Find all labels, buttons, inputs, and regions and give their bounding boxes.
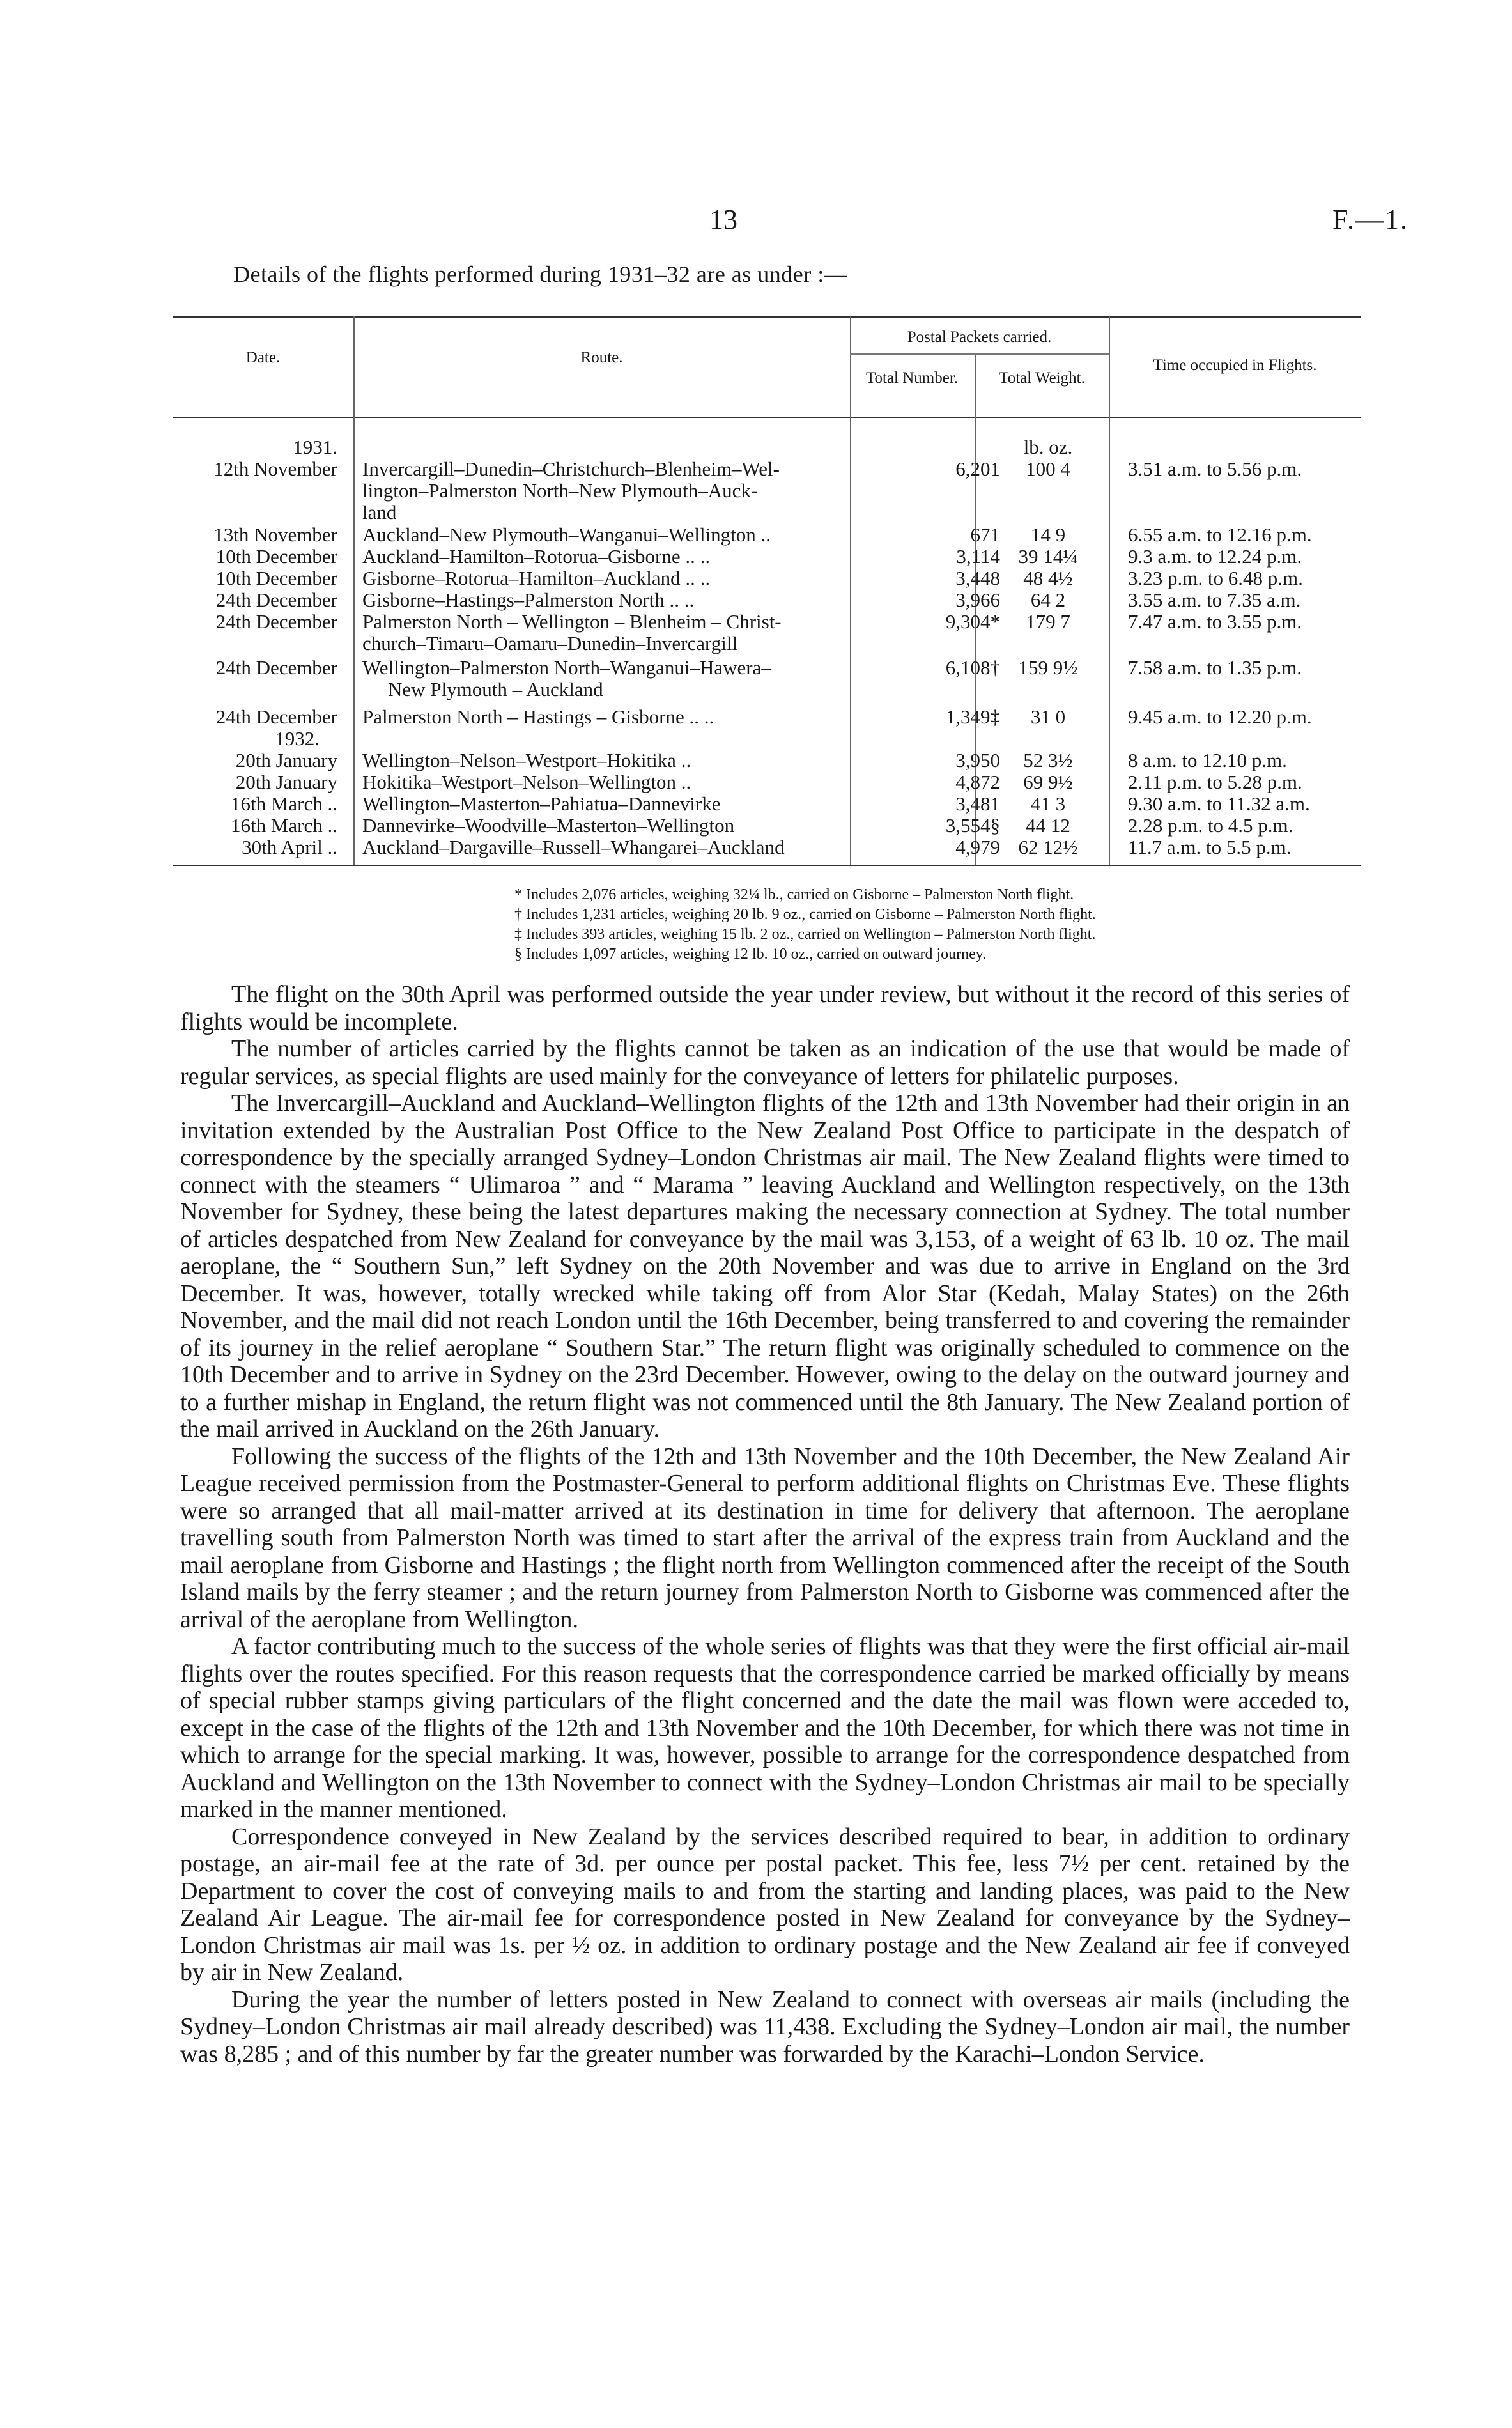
row-total-weight: 52 3½ (1023, 749, 1073, 771)
row-total-weight: 159 9½ (1018, 656, 1078, 679)
route-line: Hokitika–Westport–Nelson–Wellington .. (362, 771, 691, 793)
paragraph: Correspondence conveyed in New Zealand by the services described required to bear, in addition to ordinary postage, an air-mail fee at the rate of 3d. per ounce per postal packet. This fee, less 7½ per cent. retained by the Department to cover the cost of conveying mails to and from the starting and landing places, was paid to the New Zealand Air League. The air-mail fee for correspondence posted in New Zealand for conveyance by the Sydney–London Christmas air mail was 1s. per ½ oz. in addition to ordinary postage and the New Zealand air fee if conveyed by air in New Zealand. (180, 1823, 1350, 1986)
body-text (180, 981, 1350, 2068)
table-header-rule (173, 417, 1361, 418)
route-line: land (362, 501, 397, 523)
route-line: Palmerston North – Wellington – Blenheim – Christ- (362, 610, 782, 633)
route-line: Wellington–Palmerston North–Wanganui–Hawera– (362, 656, 771, 679)
row-date: 16th March .. (230, 793, 337, 815)
page-number: 13 (709, 204, 737, 235)
footnote: * Includes 2,076 articles, weighing 32¼ lb., carried on Gisborne – Palmerston North flight. (514, 886, 1074, 903)
year-label: 1931. (293, 436, 337, 458)
paragraph: The Invercargill–Auckland and Auckland–Wellington flights of the 12th and 13th November had their origin in an invitation extended by the Australian Post Office to the New Zealand Post Office to participate in the despatch of correspondence by the specially arranged Sydney–London Christmas air mail. The New Zealand flights were timed to connect with the steamers “ Ulimaroa ” and “ Marama ” leaving Auckland and Wellington respectively, on the 13th November for Sydney, these being the latest departures making the necessary connection at Sydney. The total number of articles despatched from New Zealand for conveyance by the mail was 3,153, of a weight of 63 lb. 10 oz. The mail aeroplane, the “ Southern Sun,” left Sydney on the 20th November and was due to arrive in England on the 3rd December. It was, however, totally wrecked while taking off from Alor Star (Kedah, Malay States) on the 26th November, and the mail did not reach London until the 16th December, being transferred to and covering the remainder of its journey in the relief aeroplane “ Southern Star.” The return flight was originally scheduled to commence on the 10th December and to arrive in Sydney on the 23rd December. However, owing to the delay on the outward journey and to a further mishap in England, the return flight was not commenced until the 8th January. The New Zealand portion of the mail arrived in Auckland on the 26th January. (180, 1090, 1350, 1442)
row-date: 30th April .. (242, 836, 337, 858)
footnote: † Includes 1,231 articles, weighing 20 lb. 9 oz., carried on Gisborne – Palmerston North flight. (514, 906, 1096, 923)
column-divider (353, 316, 355, 865)
paragraph: A factor contributing much to the success of the whole series of flights was that they were the first official air-mail flights over the routes specified. For this reason requests that the correspondence carried be marked officially by means of special rubber stamps giving particulars of the flight concerned and the date the mail was flown were acceded to, except in the case of the flights of the 12th and 13th November and the 10th December, for which there was not time in which to arrange for the special marking. It was, however, possible to arrange for the correspondence despatched from Auckland and Wellington on the 13th November to connect with the Sydney–London Christmas air mail to be specially marked in the manner mentioned. (180, 1633, 1350, 1823)
row-total-number: 3,481 (955, 793, 1000, 815)
route-line: Auckland–New Plymouth–Wanganui–Wellington .. (362, 523, 771, 546)
row-total-weight: 39 14¼ (1018, 545, 1078, 568)
row-total-number: 4,979 (955, 836, 1000, 858)
row-time: 8 a.m. to 12.10 p.m. (1128, 749, 1287, 771)
route-line: lington–Palmerston North–New Plymouth–Auck- (362, 479, 758, 502)
paragraph: The number of articles carried by the flights cannot be taken as an indication of the use that would be made of regular services, as special flights are used mainly for the conveyance of letters for philatelic purposes. (180, 1035, 1350, 1090)
row-total-weight: 64 2 (1030, 589, 1066, 611)
paragraph: Following the success of the flights of the 12th and 13th November and the 10th December, the New Zealand Air League received permission from the Postmaster-General to perform additional flights on Christmas Eve. These flights were so arranged that all mail-matter arrived at its destination in time for delivery that afternoon. The aeroplane travelling south from Palmerston North was timed to start after the arrival of the express train from Auckland and the mail aeroplane from Gisborne and Hastings ; the flight north from Wellington commenced after the receipt of the South Island mails by the ferry steamer ; and the return journey from Palmerston North to Gisborne was commenced after the arrival of the aeroplane from Wellington. (180, 1442, 1350, 1633)
row-total-number: 3,114 (956, 545, 1000, 568)
route-line: Auckland–Hamilton–Rotorua–Gisborne .. .. (362, 545, 711, 568)
row-total-weight: 14 9 (1030, 523, 1066, 546)
route-line: Gisborne–Hastings–Palmerston North .. .. (362, 589, 695, 611)
row-date: 10th December (215, 567, 337, 589)
row-date: 10th December (215, 545, 337, 568)
header-route: Route. (580, 349, 623, 366)
row-total-number: 9,304* (945, 610, 1000, 633)
paragraph: The flight on the 30th April was performed outside the year under review, but without it the record of this series of flights would be incomplete. (180, 981, 1350, 1035)
paragraph: During the year the number of letters posted in New Zealand to connect with overseas air mails (including the Sydney–London Christmas air mail already described) was 11,438. Excluding the Sydney–London air mail, the number was 8,285 ; and of this number by far the greater number was forwarded by the Karachi–London Service. (180, 1986, 1350, 2068)
header-postal-packets: Postal Packets carried. (907, 329, 1052, 346)
route-line: Dannevirke–Woodville–Masterton–Wellington (362, 814, 735, 837)
row-total-number: 671 (970, 523, 1000, 546)
row-total-number: 6,201 (955, 458, 1000, 480)
row-total-weight: 31 0 (1030, 706, 1066, 728)
row-time: 3.23 p.m. to 6.48 p.m. (1128, 567, 1303, 589)
row-time: 3.55 a.m. to 7.35 a.m. (1128, 589, 1301, 611)
row-total-weight: 44 12 (1026, 814, 1070, 837)
header-total-number: Total Number. (865, 369, 959, 387)
row-total-weight: 48 4½ (1023, 567, 1073, 589)
row-total-number: 6,108† (945, 656, 1000, 679)
table-intro: Details of the flights performed during 1931–32 are as under :— (233, 261, 848, 287)
row-total-number: 4,872 (955, 771, 1000, 793)
row-total-weight: 62 12½ (1018, 836, 1078, 858)
row-total-weight: 100 4 (1026, 458, 1070, 480)
row-total-number: 1,349‡ (945, 706, 1000, 728)
route-line: New Plymouth – Auckland (388, 678, 603, 700)
row-time: 11.7 a.m. to 5.5 p.m. (1128, 836, 1292, 858)
row-date: 24th December (215, 706, 337, 728)
route-line: Wellington–Nelson–Westport–Hokitika .. (362, 749, 691, 771)
row-time: 9.30 a.m. to 11.32 a.m. (1128, 793, 1310, 815)
route-line: Wellington–Masterton–Pahiatua–Dannevirke (362, 793, 721, 815)
row-time: 7.58 a.m. to 1.35 p.m. (1128, 656, 1302, 679)
header-time-occupied: Time occupied in Flights. (1153, 357, 1317, 374)
row-total-number: 3,950 (955, 749, 1000, 771)
row-total-weight: 69 9½ (1023, 771, 1073, 793)
row-date: 20th January (235, 771, 337, 793)
year-label: 1932. (275, 727, 320, 750)
row-date: 24th December (215, 589, 337, 611)
document-reference: F.—1. (1332, 204, 1408, 235)
row-date: 24th December (215, 656, 337, 679)
header-total-weight: Total Weight. (999, 369, 1085, 387)
row-total-number: 3,966 (955, 589, 1000, 611)
row-time: 2.11 p.m. to 5.28 p.m. (1128, 771, 1302, 793)
footnote: ‡ Includes 393 articles, weighing 15 lb. 2 oz., carried on Wellington – Palmerston North flight. (514, 926, 1096, 943)
row-date: 16th March .. (230, 814, 337, 837)
row-total-number: 3,554§ (945, 814, 1000, 837)
row-date: 24th December (215, 610, 337, 633)
row-date: 12th November (213, 458, 337, 480)
row-time: 3.51 a.m. to 5.56 p.m. (1128, 458, 1302, 480)
route-line: church–Timaru–Oamaru–Dunedin–Invercargill (362, 632, 738, 654)
row-time: 7.47 a.m. to 3.55 p.m. (1128, 610, 1302, 633)
row-date: 20th January (235, 749, 337, 771)
row-time: 9.45 a.m. to 12.20 p.m. (1128, 706, 1312, 728)
route-line: Gisborne–Rotorua–Hamilton–Auckland .. .. (362, 567, 711, 589)
row-total-number: 3,448 (955, 567, 1000, 589)
weight-units: lb. oz. (1023, 436, 1073, 458)
row-total-weight: 179 7 (1026, 610, 1070, 633)
postal-subrule (850, 353, 1109, 355)
row-time: 2.28 p.m. to 4.5 p.m. (1128, 814, 1293, 837)
table-top-rule (173, 316, 1361, 318)
route-line: Auckland–Dargaville–Russell–Whangarei–Auckland (362, 836, 785, 858)
header-date: Date. (245, 349, 281, 366)
route-line: Palmerston North – Hastings – Gisborne .. .. (362, 706, 714, 728)
table-footnotes (514, 885, 1096, 964)
column-divider (1109, 316, 1110, 865)
footnote: § Includes 1,097 articles, weighing 12 lb. 10 oz., carried on outward journey. (514, 946, 987, 963)
row-time: 6.55 a.m. to 12.16 p.m. (1128, 523, 1312, 546)
route-line: Invercargill–Dunedin–Christchurch–Blenheim–Wel- (362, 458, 780, 480)
row-date: 13th November (213, 523, 337, 546)
table-bottom-rule (173, 865, 1361, 866)
row-total-weight: 41 3 (1030, 793, 1066, 815)
row-time: 9.3 a.m. to 12.24 p.m. (1128, 545, 1302, 568)
